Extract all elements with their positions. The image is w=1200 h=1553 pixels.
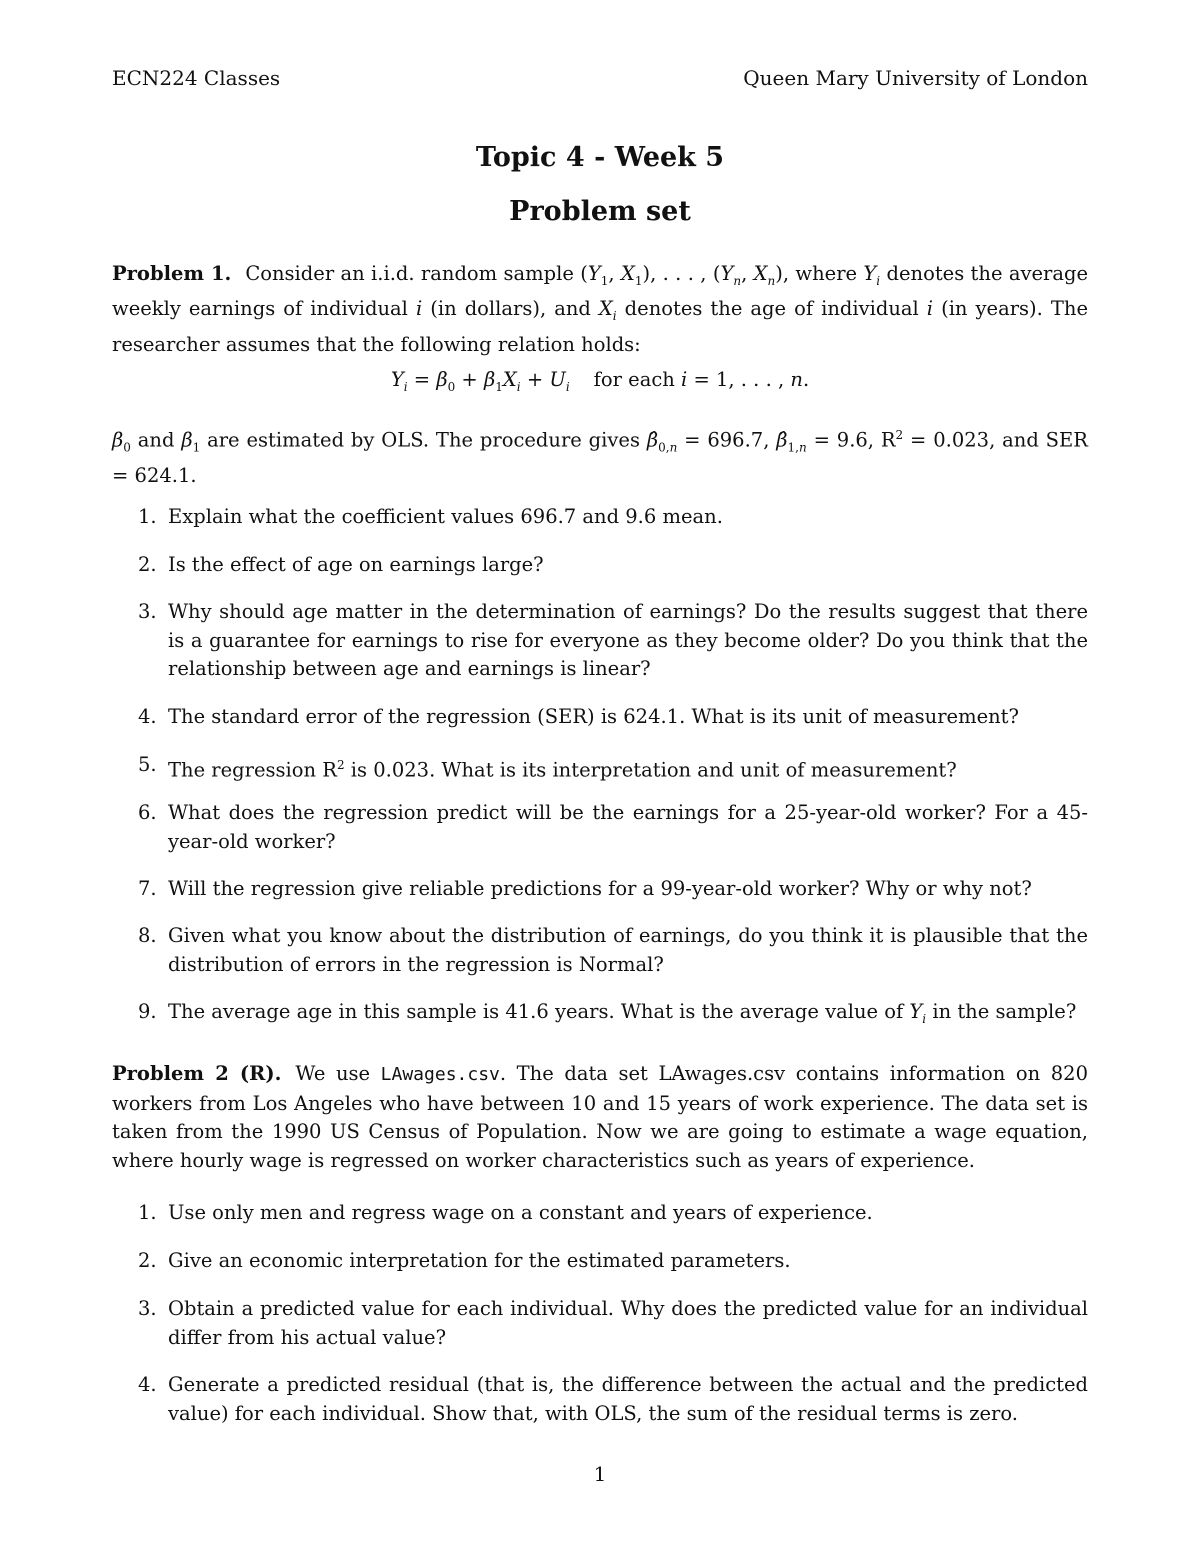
regression-equation: $Y_i = \beta_0 + \beta_1X_i + U_i$ for each i = 1, . . . , n.: [390, 368, 810, 394]
problem1-questions-3: [112, 598, 1088, 684]
document-title: Topic 4 - Week 5: [475, 142, 725, 173]
list-item: 6. What does the regression predict will be the earnings for a 25-year-old worker? For a 45-year-old worker?: [138, 801, 1088, 853]
problem1-questions-2: [112, 551, 1088, 580]
problem1-questions-5: [112, 751, 1088, 785]
list-item: 2. Give an economic interpretation for the estimated parameters.: [138, 1249, 791, 1272]
document-subtitle: Problem set: [509, 196, 691, 227]
list-item: 7. Will the regression give reliable predictions for a 99-year-old worker? Why or why not?: [138, 877, 1032, 900]
list-item: 1. Use only men and regress wage on a constant and years of experience.: [138, 1201, 873, 1224]
problem1-questions-8: [112, 922, 1088, 979]
problem1-estimates: $\beta_0$ and $\beta_1$ are estimated by OLS. The procedure gives $\betâ_{0,n} = 696.7$, $\betâ_{1,n} = 9.6$, $R^2 = 0.023$, and SER = 624.1.: [112, 428, 1088, 487]
problem1-intro: Problem 1. Consider an i.i.d. random sample ($Y_1$, $X_1$), . . . , ($Y_n$, $X_n$), where $Y_i$ denotes the average weekly earnings of individual i (in dollars), and $X_i$ denotes the age of individual i (in years). The researcher assumes that the following relation holds:: [112, 262, 1088, 356]
problem2-questions: [112, 1199, 1088, 1228]
problem2-questions-4: [112, 1371, 1088, 1428]
problem1-questions-6: [112, 799, 1088, 856]
problem2-questions-2: [112, 1247, 1088, 1276]
list-item: 8. Given what you know about the distribution of earnings, do you think it is plausible that the distribution of errors in the regression is Normal?: [138, 924, 1088, 976]
list-item: 3. Obtain a predicted value for each individual. Why does the predicted value for an individual differ from his actual value?: [138, 1297, 1088, 1349]
problem1-questions-9: [112, 998, 1088, 1033]
header-institution: Queen Mary University of London: [743, 66, 1088, 90]
list-item: 9. The average age in this sample is 41.6 years. What is the average value of $Y_i$ in the sample?: [138, 1000, 1077, 1026]
problem1-questions-7: [112, 875, 1088, 904]
problem2-questions-3: [112, 1295, 1088, 1352]
list-item: 3. Why should age matter in the determination of earnings? Do the results suggest that there is a guarantee for earnings to rise for everyone as they become older? Do you think that the relationship between age and earnings is linear?: [138, 600, 1088, 680]
list-item: 1. Explain what the coefficient values 696.7 and 9.6 mean.: [138, 505, 723, 528]
list-item: 5. The regression $R^2$ is 0.023. What is its interpretation and unit of measurement?: [138, 753, 957, 782]
list-item: 2. Is the effect of age on earnings large?: [138, 553, 544, 576]
page-number: 1: [593, 1462, 607, 1486]
problem1-heading: Problem 1.: [112, 262, 232, 285]
problem1-questions: [112, 503, 1088, 532]
problem1-questions-4: [112, 703, 1088, 732]
dataset-filename: LAwages.csv: [380, 1064, 500, 1085]
header-course: ECN224 Classes: [112, 66, 281, 90]
page-header: [112, 66, 1088, 96]
problem2-intro: Problem 2 (R). We use LAwages.csv. The data set LAwages.csv contains information on 820 workers from Los Angeles who have between 10 and 15 years of work experience. The data set is taken from the 1990 US Census of Population. Now we are going to estimate a wage equation, where hourly wage is regressed on worker characteristics such as years of experience.: [112, 1062, 1088, 1172]
problem2-heading: Problem 2 (R).: [112, 1062, 282, 1085]
list-item: 4. The standard error of the regression (SER) is 624.1. What is its unit of measurement?: [138, 705, 1019, 728]
list-item: 4. Generate a predicted residual (that is, the difference between the actual and the predicted value) for each individual. Show that, with OLS, the sum of the residual terms is zero.: [138, 1373, 1088, 1425]
